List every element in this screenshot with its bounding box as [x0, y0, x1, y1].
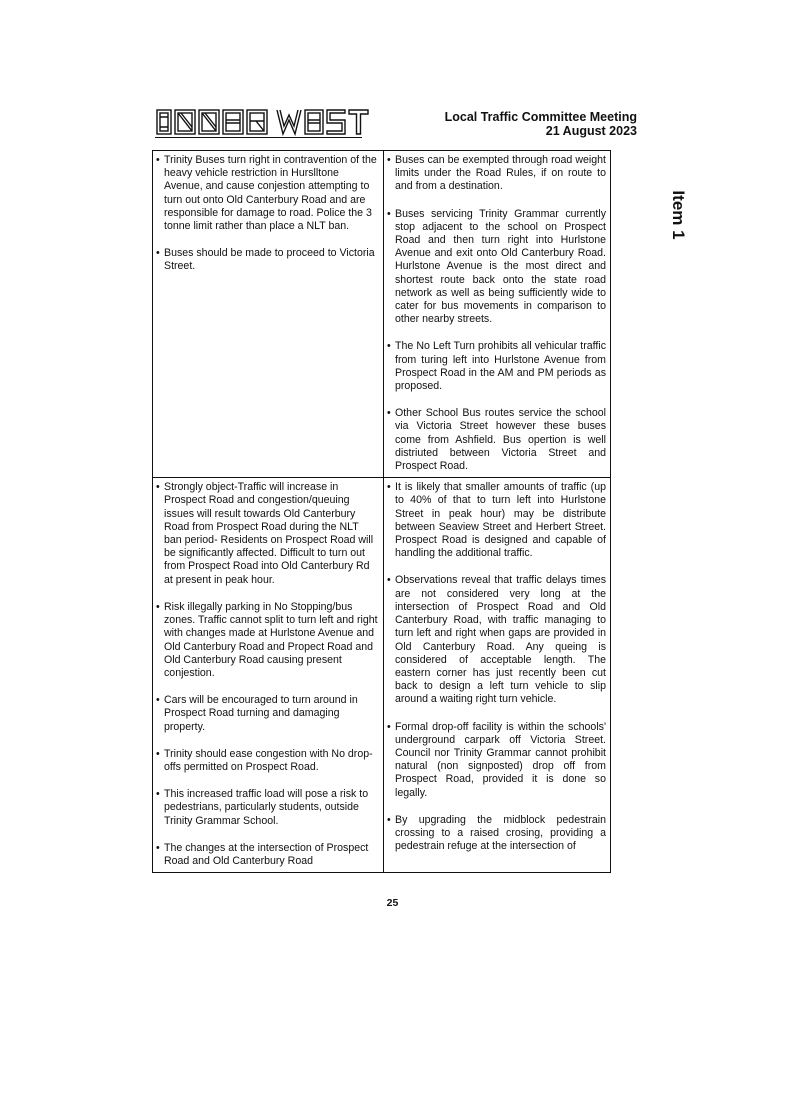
meeting-title: Local Traffic Committee Meeting — [444, 110, 637, 124]
responses-cell — [384, 478, 611, 873]
comments-cell — [153, 478, 384, 873]
list-item: • Formal drop-off facility is within the schools' underground carpark off Victoria Street. Council nor Trinity Grammar cannot prohibit natural (non signposted) drop off from Prospect Road, provided it is done so legally. — [387, 721, 606, 800]
list-item: • Buses servicing Trinity Grammar currently stop adjacent to the school on Prospect Road and then turn right into Hurlstone Avenue and exit onto Old Canterbury Road. Hurlstone Avenue is the most direct and shortest route back onto the state road network as well as being sufficiently wide to cater for bus movements in comparison to other nearby streets. — [387, 208, 606, 327]
comments-cell — [153, 151, 384, 478]
inner-west-logo — [155, 106, 370, 136]
table-row — [153, 151, 611, 478]
list-item: • By upgrading the midblock pedestrain crossing to a raised crosing, providing a pedestrain refuge at the intersection of — [387, 814, 606, 854]
list-item: • Other School Bus routes service the school via Victoria Street however these buses come from Ashfield. Bus opertion is well distriuted between Victoria Street and Prospect Road. — [387, 407, 606, 473]
list-item: • Trinity should ease congestion with No drop-offs permitted on Prospect Road. — [156, 748, 379, 774]
list-item: • Risk illegally parking in No Stopping/bus zones. Traffic cannot split to turn left and right with changes made at Hurlstone Avenue and Old Canterbury Road and Propect Road and Old Canterbury Road causing present conjestion. — [156, 601, 379, 680]
item-tab — [668, 185, 688, 245]
comments-table — [152, 150, 611, 873]
list-item: • Observations reveal that traffic delays times are not considered very long at the intersection of Prospect Road and Old Canterbury Road, with traffic managing to turn left and right when gaps are provided in Old Canterbury Road. Any queing is considered of acceptable length. The eastern corner has just recently been cut back to design a left turn vehicle to slip around a waiting right turn vehicle. — [387, 574, 606, 706]
list-item: • The No Left Turn prohibits all vehicular traffic from turing left into Hurlstone Avenue from Prospect Road in the AM and PM periods as proposed. — [387, 340, 606, 393]
list-item: • Buses can be exempted through road weight limits under the Road Rules, if on route to and from a destination. — [387, 154, 606, 194]
meeting-date: 21 August 2023 — [545, 124, 637, 138]
table-row — [153, 478, 611, 873]
page-number: 25 — [386, 897, 399, 909]
list-item: • Trinity Buses turn right in contravention of the heavy vehicle restriction in Hurslltone Avenue, and cause conjestion attempting to turn out onto Old Canterbury Road and are responsible for damage to road. Police the 3 tonne limit rather than place a NLT ban. — [156, 154, 379, 233]
list-item: • Cars will be encouraged to turn around in Prospect Road turning and damaging property. — [156, 694, 379, 734]
list-item: • The changes at the intersection of Prospect Road and Old Canterbury Road — [156, 842, 379, 868]
list-item: • Strongly object-Traffic will increase in Prospect Road and congestion/queuing issues will result towards Old Canterbury Road from Prospect Road during the NLT ban period- Residents on Prospect Road will be significantly affected. Difficult to turn out from Prospect Road into Old Canterbury Rd at present in peak hour. — [156, 481, 379, 587]
logo-underline — [155, 137, 362, 138]
list-item: • Buses should be made to proceed to Victoria Street. — [156, 247, 379, 273]
list-item: • This increased traffic load will pose a risk to pedestrians, particularly students, outside Trinity Grammar School. — [156, 788, 379, 828]
svg-text:INNER WEST: INNER WEST — [155, 106, 162, 107]
page-header — [445, 110, 637, 138]
item-tab-label: Item 1 — [669, 190, 688, 240]
responses-cell — [384, 151, 611, 478]
list-item: • It is likely that smaller amounts of traffic (up to 40% of that to turn left into Hurlstone Street in peak hour) may be distribute between Seaview Street and Herbert Street. Prospect Road is designed and capable of handling the additional traffic. — [387, 481, 606, 560]
